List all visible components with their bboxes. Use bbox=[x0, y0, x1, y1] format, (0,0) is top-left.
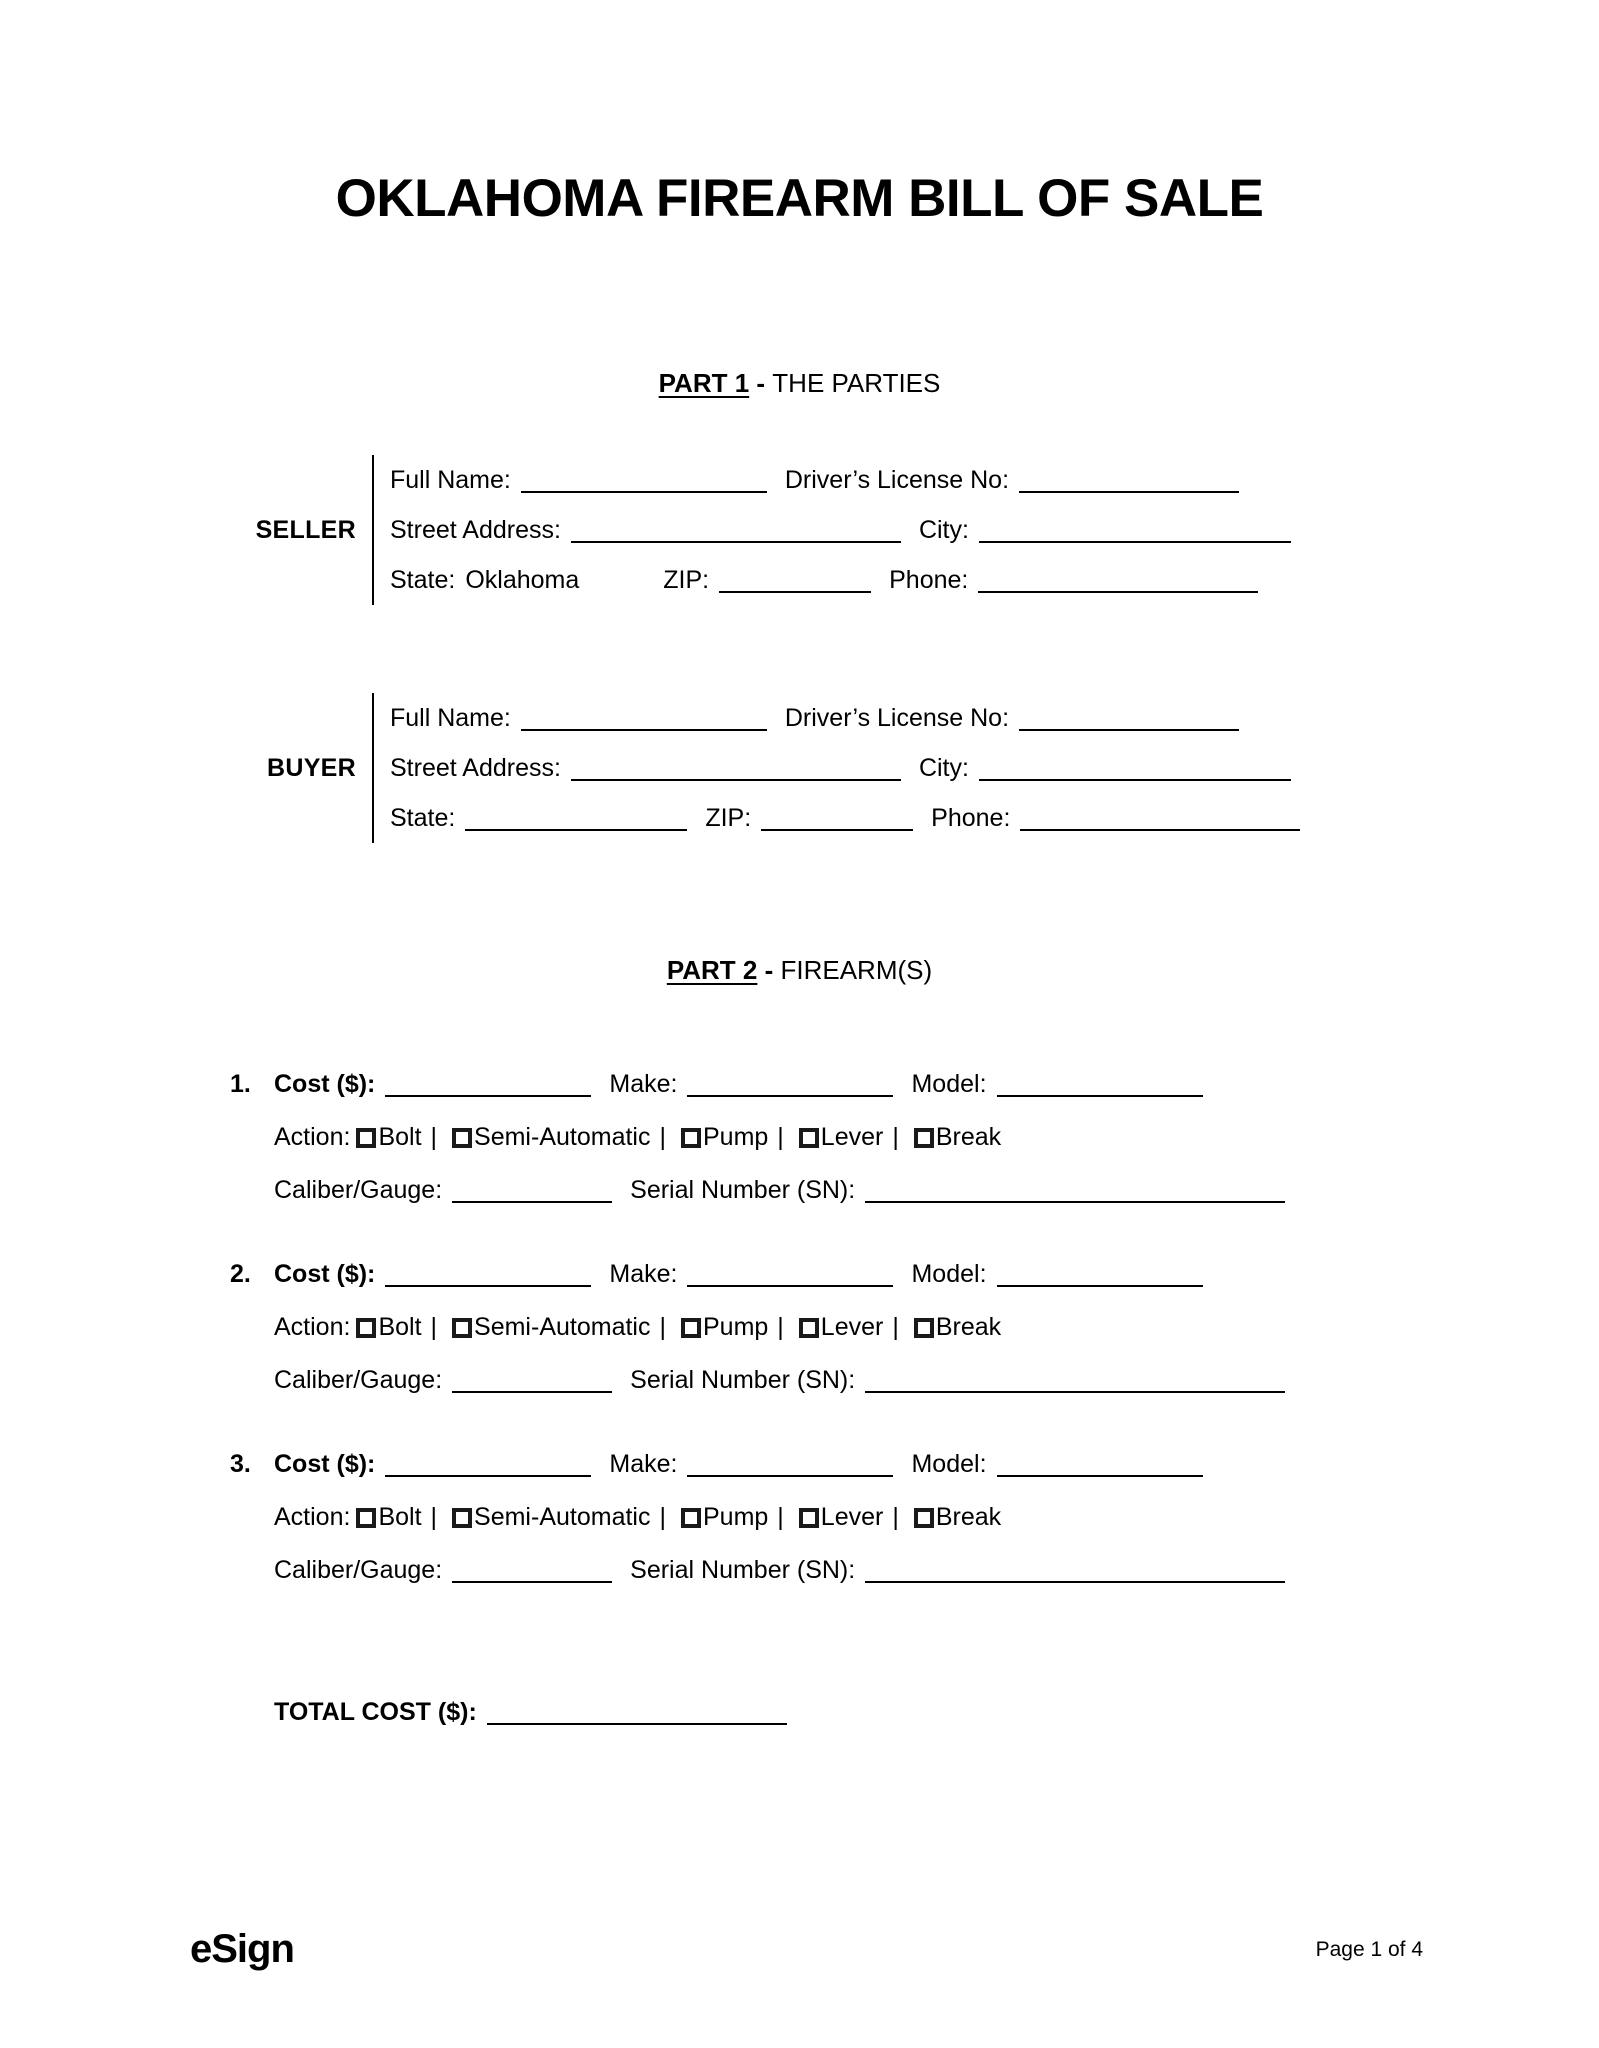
seller-full-name-label: Full Name: bbox=[390, 465, 511, 494]
action-checkbox-break[interactable] bbox=[914, 1508, 934, 1528]
firearm-item-number: 1. bbox=[230, 1070, 251, 1098]
action-checkbox-lever[interactable] bbox=[799, 1508, 819, 1528]
seller-city-label: City: bbox=[918, 515, 969, 544]
action-checkbox-bolt[interactable] bbox=[356, 1128, 376, 1148]
separator: | bbox=[430, 1123, 438, 1151]
separator: | bbox=[892, 1503, 899, 1531]
action-option-lever-label: Lever bbox=[820, 1313, 884, 1341]
caliber-gauge-input[interactable] bbox=[452, 1558, 612, 1583]
total-cost-label: TOTAL COST ($): bbox=[274, 1698, 477, 1726]
part-2-number: PART 2 bbox=[666, 955, 758, 985]
buyer-name-row bbox=[390, 693, 1390, 743]
action-option-break-label: Break bbox=[935, 1313, 1002, 1341]
seller-city-input[interactable] bbox=[979, 518, 1291, 543]
action-option-bolt-label: Bolt bbox=[378, 1123, 422, 1151]
seller-fields bbox=[374, 455, 1390, 605]
buyer-city-label: City: bbox=[918, 753, 969, 782]
buyer-state-label: State: bbox=[390, 803, 456, 832]
part-2-label: FIREARM(S) bbox=[780, 955, 933, 985]
action-checkbox-pump[interactable] bbox=[681, 1128, 701, 1148]
serial-number-input[interactable] bbox=[865, 1558, 1285, 1583]
model-input[interactable] bbox=[997, 1452, 1203, 1477]
separator: | bbox=[777, 1313, 784, 1341]
buyer-role-label: BUYER bbox=[266, 753, 356, 782]
action-checkbox-pump[interactable] bbox=[681, 1508, 701, 1528]
buyer-section bbox=[250, 693, 1390, 843]
page-indicator: Page 1 of 4 bbox=[1315, 1938, 1423, 1961]
separator: | bbox=[659, 1123, 666, 1151]
firearm-caliber-row bbox=[230, 1354, 1410, 1407]
cost-label: Cost ($): bbox=[274, 1070, 376, 1098]
separator: | bbox=[430, 1503, 438, 1531]
seller-full-name-input[interactable] bbox=[521, 468, 767, 493]
firearm-item-number: 3. bbox=[230, 1450, 251, 1478]
seller-street-address-input[interactable] bbox=[571, 518, 901, 543]
page-title: OKLAHOMA FIREARM BILL OF SALE bbox=[335, 169, 1264, 228]
serial-number-label: Serial Number (SN): bbox=[630, 1176, 856, 1204]
make-label: Make: bbox=[609, 1070, 678, 1098]
cost-input[interactable] bbox=[385, 1262, 591, 1287]
cost-label: Cost ($): bbox=[274, 1450, 376, 1478]
cost-label: Cost ($): bbox=[274, 1260, 376, 1288]
action-checkbox-lever[interactable] bbox=[799, 1128, 819, 1148]
separator: | bbox=[892, 1123, 899, 1151]
action-label: Action: bbox=[274, 1123, 351, 1151]
model-label: Model: bbox=[911, 1260, 987, 1288]
action-checkbox-pump[interactable] bbox=[681, 1318, 701, 1338]
buyer-drivers-license-label: Driver’s License No: bbox=[784, 703, 1010, 732]
separator: | bbox=[659, 1313, 666, 1341]
buyer-state-input[interactable] bbox=[465, 806, 687, 831]
action-label: Action: bbox=[274, 1503, 351, 1531]
buyer-street-address-label: Street Address: bbox=[390, 753, 561, 782]
buyer-zip-label: ZIP: bbox=[705, 803, 752, 832]
caliber-gauge-input[interactable] bbox=[452, 1368, 612, 1393]
seller-name-row bbox=[390, 455, 1390, 505]
make-label: Make: bbox=[609, 1260, 678, 1288]
action-option-pump-label: Pump bbox=[702, 1313, 769, 1341]
action-checkbox-semi-automatic[interactable] bbox=[452, 1508, 472, 1528]
action-option-semi-automatic-label: Semi-Automatic bbox=[474, 1313, 651, 1341]
action-checkbox-break[interactable] bbox=[914, 1318, 934, 1338]
action-option-pump-label: Pump bbox=[702, 1503, 769, 1531]
total-cost-input[interactable] bbox=[487, 1700, 787, 1725]
total-cost-row bbox=[274, 1698, 787, 1727]
action-option-break-label: Break bbox=[935, 1503, 1002, 1531]
firearm-item-number: 2. bbox=[230, 1260, 251, 1288]
model-input[interactable] bbox=[997, 1072, 1203, 1097]
firearm-cost-row bbox=[230, 1248, 1410, 1301]
action-checkbox-lever[interactable] bbox=[799, 1318, 819, 1338]
seller-drivers-license-label: Driver’s License No: bbox=[784, 465, 1010, 494]
separator: | bbox=[430, 1313, 438, 1341]
firearm-entry bbox=[230, 1248, 1410, 1407]
buyer-drivers-license-input[interactable] bbox=[1019, 706, 1239, 731]
action-label: Action: bbox=[274, 1313, 351, 1341]
serial-number-label: Serial Number (SN): bbox=[630, 1366, 856, 1394]
buyer-fields bbox=[374, 693, 1390, 843]
separator: | bbox=[777, 1123, 784, 1151]
part-2-heading bbox=[0, 955, 1599, 986]
model-input[interactable] bbox=[997, 1262, 1203, 1287]
esign-logo: eSign bbox=[190, 1927, 294, 1971]
serial-number-input[interactable] bbox=[865, 1178, 1285, 1203]
action-option-bolt-label: Bolt bbox=[378, 1503, 422, 1531]
make-input[interactable] bbox=[687, 1262, 893, 1287]
firearm-action-row bbox=[230, 1491, 1410, 1544]
caliber-gauge-label: Caliber/Gauge: bbox=[274, 1176, 443, 1204]
separator: | bbox=[892, 1313, 899, 1341]
action-option-pump-label: Pump bbox=[702, 1123, 769, 1151]
action-checkbox-break[interactable] bbox=[914, 1128, 934, 1148]
seller-zip-input[interactable] bbox=[719, 568, 871, 593]
make-label: Make: bbox=[609, 1450, 678, 1478]
seller-phone-label: Phone: bbox=[889, 565, 969, 594]
make-input[interactable] bbox=[687, 1072, 893, 1097]
firearm-cost-row bbox=[230, 1058, 1410, 1111]
part-2-dash: - bbox=[757, 955, 781, 985]
buyer-zip-input[interactable] bbox=[761, 806, 913, 831]
serial-number-input[interactable] bbox=[865, 1368, 1285, 1393]
caliber-gauge-label: Caliber/Gauge: bbox=[274, 1556, 443, 1584]
firearm-action-row bbox=[230, 1111, 1410, 1164]
firearm-entry bbox=[230, 1058, 1410, 1217]
firearm-action-row bbox=[230, 1301, 1410, 1354]
action-option-semi-automatic-label: Semi-Automatic bbox=[474, 1503, 651, 1531]
buyer-city-input[interactable] bbox=[979, 756, 1291, 781]
cost-input[interactable] bbox=[385, 1072, 591, 1097]
cost-input[interactable] bbox=[385, 1452, 591, 1477]
action-checkbox-bolt[interactable] bbox=[356, 1508, 376, 1528]
seller-drivers-license-input[interactable] bbox=[1019, 468, 1239, 493]
part-1-heading bbox=[0, 368, 1599, 399]
firearm-entry bbox=[230, 1438, 1410, 1597]
buyer-phone-input[interactable] bbox=[1020, 806, 1300, 831]
seller-street-address-label: Street Address: bbox=[390, 515, 561, 544]
caliber-gauge-label: Caliber/Gauge: bbox=[274, 1366, 443, 1394]
make-input[interactable] bbox=[687, 1452, 893, 1477]
seller-address-row bbox=[390, 505, 1390, 555]
buyer-street-address-input[interactable] bbox=[571, 756, 901, 781]
buyer-phone-label: Phone: bbox=[931, 803, 1011, 832]
action-option-bolt-label: Bolt bbox=[378, 1313, 422, 1341]
part-1-label: THE PARTIES bbox=[772, 368, 941, 398]
seller-zip-label: ZIP: bbox=[663, 565, 710, 594]
action-checkbox-bolt[interactable] bbox=[356, 1318, 376, 1338]
buyer-address-row bbox=[390, 743, 1390, 793]
serial-number-label: Serial Number (SN): bbox=[630, 1556, 856, 1584]
buyer-full-name-input[interactable] bbox=[521, 706, 767, 731]
buyer-full-name-label: Full Name: bbox=[390, 703, 511, 732]
part-1-dash: - bbox=[749, 368, 773, 398]
seller-state-value: Oklahoma bbox=[465, 565, 580, 594]
seller-section bbox=[250, 455, 1390, 605]
buyer-state-row bbox=[390, 793, 1390, 843]
action-option-semi-automatic-label: Semi-Automatic bbox=[474, 1123, 651, 1151]
separator: | bbox=[659, 1503, 666, 1531]
action-option-lever-label: Lever bbox=[820, 1123, 884, 1151]
part-1-number: PART 1 bbox=[658, 368, 750, 398]
model-label: Model: bbox=[911, 1450, 987, 1478]
action-checkbox-semi-automatic[interactable] bbox=[452, 1128, 472, 1148]
seller-state-row bbox=[390, 555, 1390, 605]
seller-phone-input[interactable] bbox=[978, 568, 1258, 593]
firearm-caliber-row bbox=[230, 1544, 1410, 1597]
action-option-break-label: Break bbox=[935, 1123, 1002, 1151]
action-option-lever-label: Lever bbox=[820, 1503, 884, 1531]
separator: | bbox=[777, 1503, 784, 1531]
action-checkbox-semi-automatic[interactable] bbox=[452, 1318, 472, 1338]
firearm-caliber-row bbox=[230, 1164, 1410, 1217]
seller-role-label: SELLER bbox=[255, 515, 356, 544]
seller-state-label: State: bbox=[390, 565, 456, 594]
caliber-gauge-input[interactable] bbox=[452, 1178, 612, 1203]
firearm-cost-row bbox=[230, 1438, 1410, 1491]
model-label: Model: bbox=[911, 1070, 987, 1098]
